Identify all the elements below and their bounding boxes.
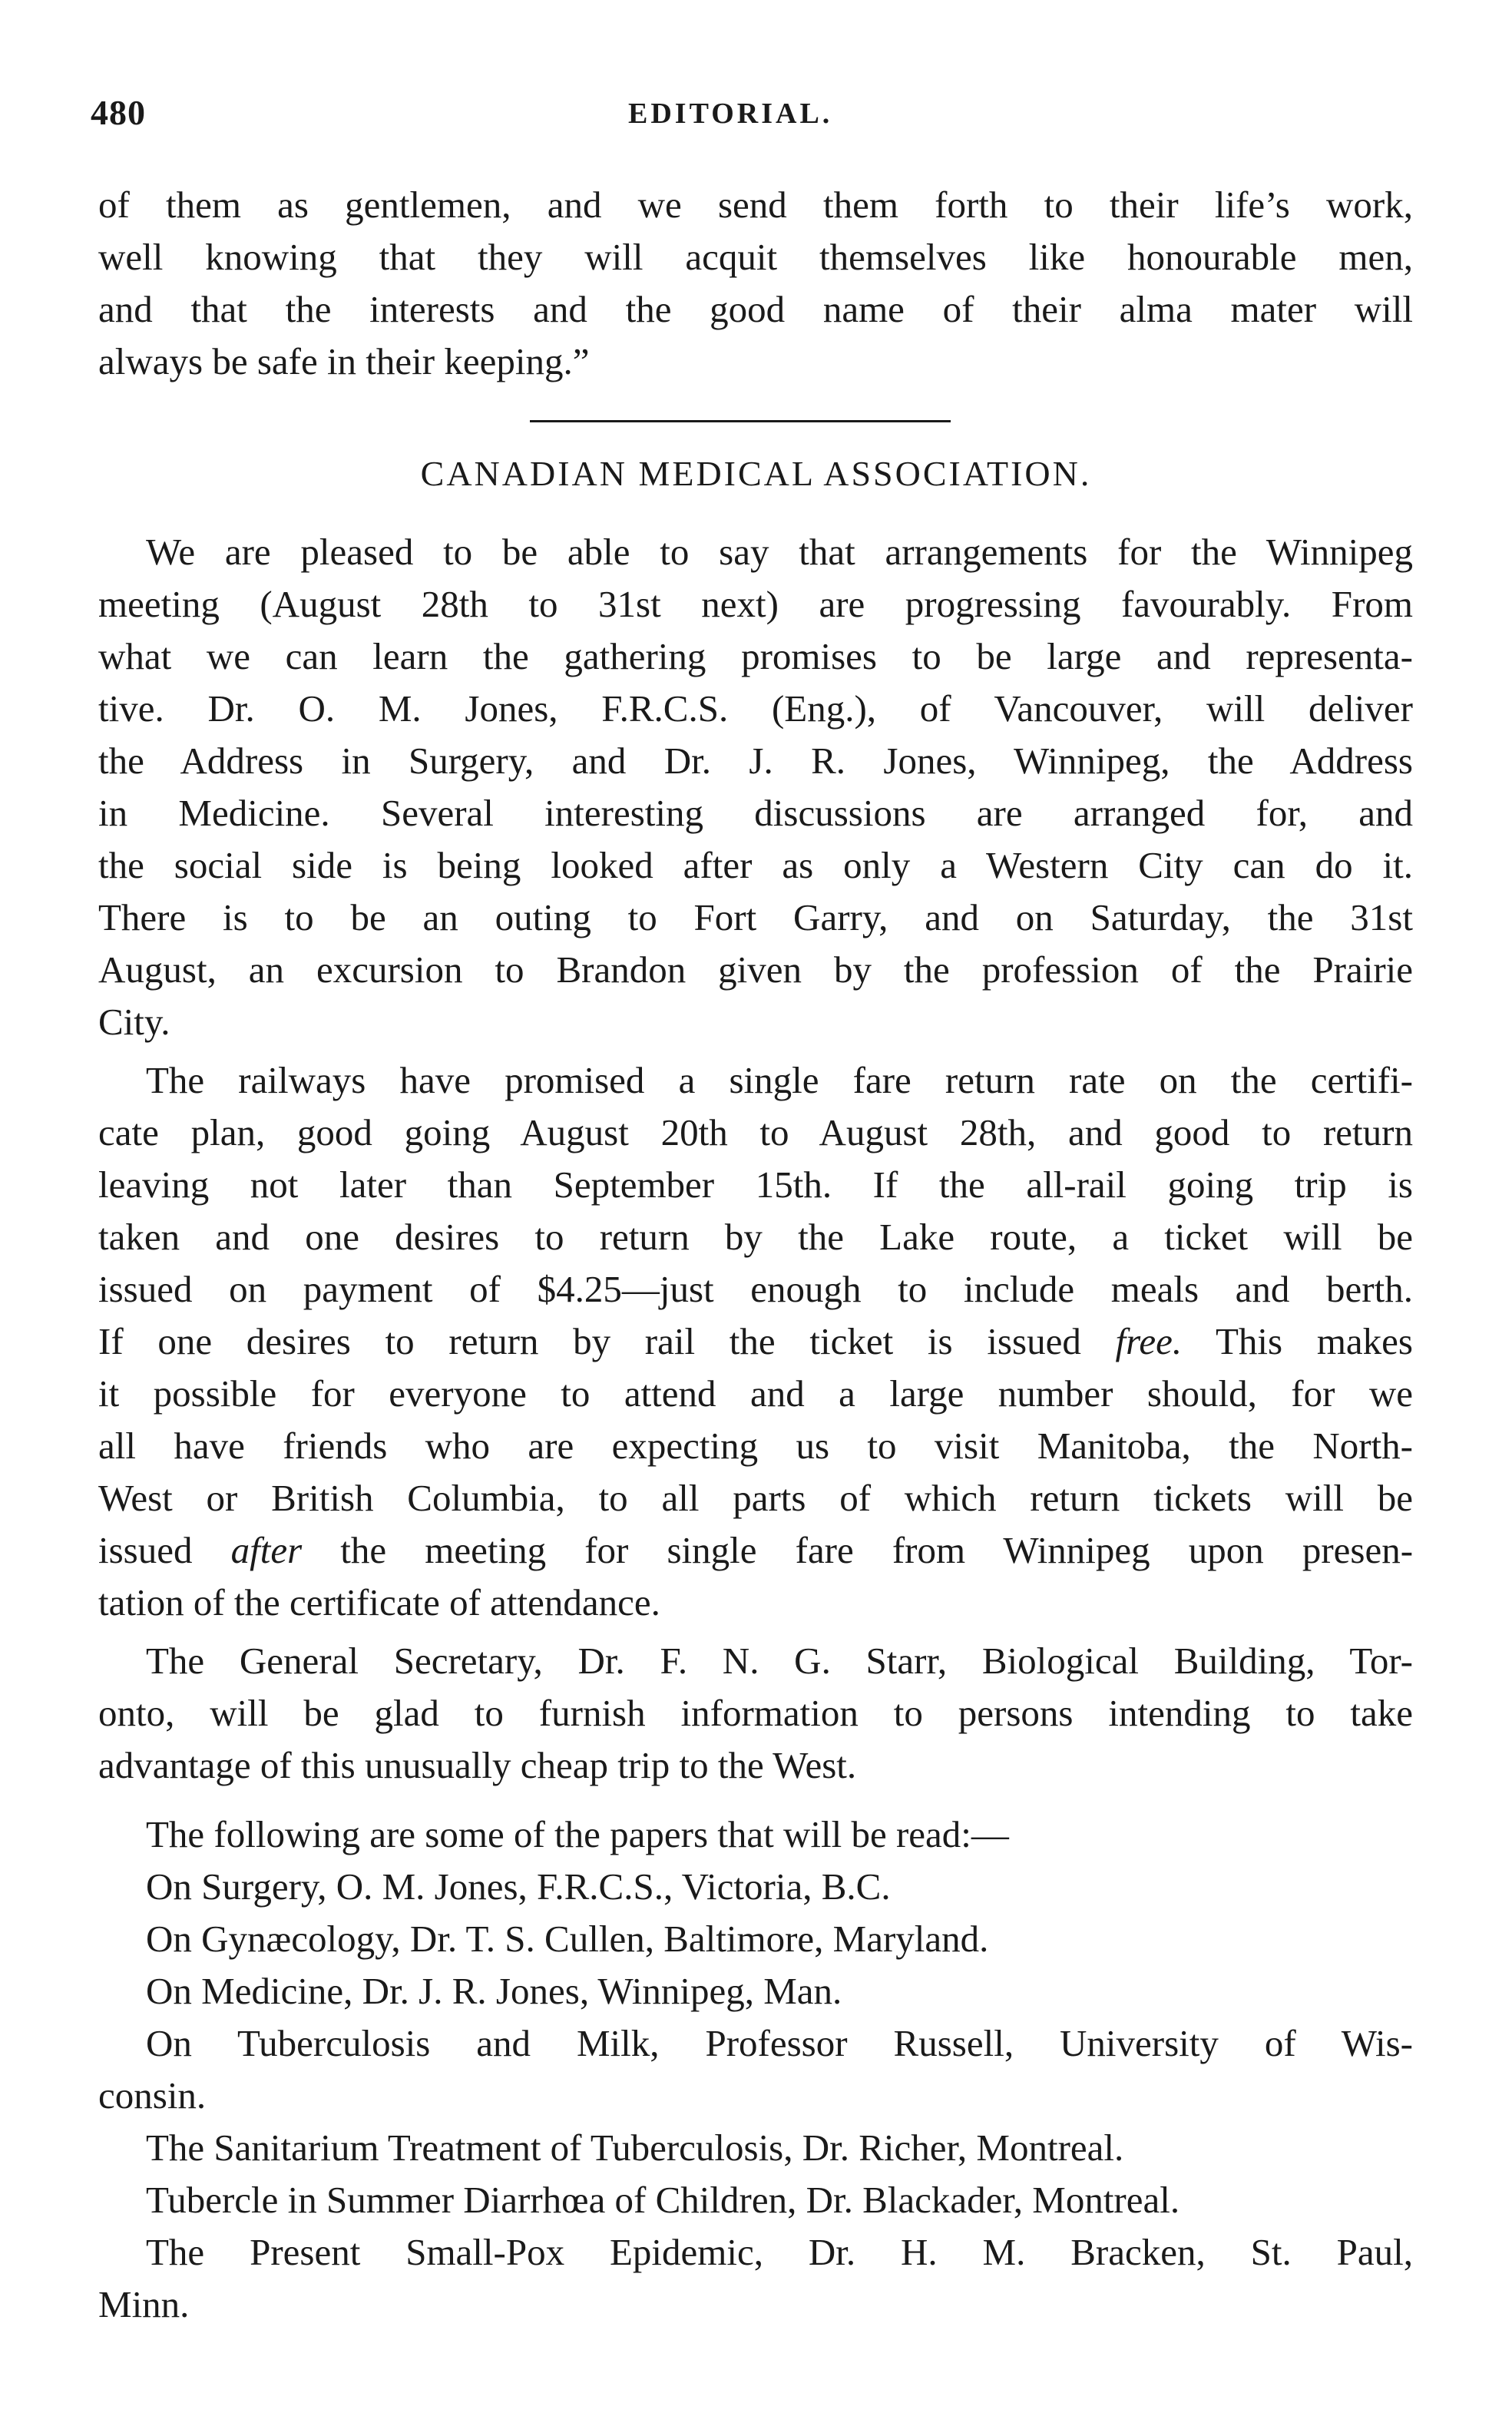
intro-line-4: always be safe in their keeping.” bbox=[98, 340, 590, 382]
p2-line-10 bbox=[98, 1528, 1413, 1573]
p2-line-10-after: after bbox=[230, 1529, 303, 1571]
paper-item: On Gynæcology, Dr. T. S. Cullen, Baltimore, Maryland. bbox=[146, 1918, 989, 1960]
p1-line-2: meeting (August 28th to 31st next) are progressing favourably. From bbox=[98, 583, 1413, 625]
p1-line-7: the social side is being looked after as only a Western City can do it. bbox=[98, 844, 1413, 886]
p2-line-8: all have friends who are expecting us to visit Manitoba, the North- bbox=[98, 1425, 1413, 1467]
p2-line-2: cate plan, good going August 20th to August 28th, and good to return bbox=[98, 1111, 1413, 1153]
paper-item: On Surgery, O. M. Jones, F.R.C.S., Victoria, B.C. bbox=[146, 1865, 891, 1908]
paper-item: The Present Small-Pox Epidemic, Dr. H. M. Bracken, St. Paul, bbox=[146, 2231, 1413, 2273]
section-divider bbox=[530, 420, 951, 422]
p1-line-1: We are pleased to be able to say that arrangements for the Winnipeg bbox=[146, 531, 1413, 573]
p2-line-10-text: issued bbox=[98, 1529, 193, 1571]
paper-item: On Medicine, Dr. J. R. Jones, Winnipeg, Man. bbox=[146, 1970, 842, 2012]
p2-line-1: The railways have promised a single fare return rate on the certifi- bbox=[146, 1059, 1413, 1101]
intro-line-1: of them as gentlemen, and we send them forth to their life’s work, bbox=[98, 184, 1413, 226]
p2-line-6-text: If one desires to return by rail the ticket is issued bbox=[98, 1320, 1081, 1362]
p2-line-3: leaving not later than September 15th. If the all-rail going trip is bbox=[98, 1163, 1413, 1206]
page-number: 480 bbox=[91, 93, 146, 132]
p1-line-3: what we can learn the gathering promises to be large and representa- bbox=[98, 635, 1413, 677]
paper-item: On Tuberculosis and Milk, Professor Russell, University of Wis- bbox=[146, 2022, 1413, 2064]
p3-line-3: advantage of this unusually cheap trip to the West. bbox=[98, 1744, 857, 1786]
p1-line-10: City. bbox=[98, 1001, 170, 1043]
section-title: CANADIAN MEDICAL ASSOCIATION. bbox=[420, 454, 1092, 493]
paper-item: Tubercle in Summer Diarrhœa of Children, Dr. Blackader, Montreal. bbox=[146, 2179, 1180, 2221]
p1-line-4: tive. Dr. O. M. Jones, F.R.C.S. (Eng.), of Vancouver, will deliver bbox=[98, 687, 1413, 730]
p1-line-5: the Address in Surgery, and Dr. J. R. Jones, Winnipeg, the Address bbox=[98, 740, 1413, 782]
p2-line-4: taken and one desires to return by the Lake route, a ticket will be bbox=[98, 1216, 1413, 1258]
p2-line-6 bbox=[98, 1319, 1413, 1364]
p1-line-9: August, an excursion to Brandon given by the profession of the Prairie bbox=[98, 948, 1413, 991]
intro-line-2: well knowing that they will acquit themselves like honourable men, bbox=[98, 236, 1413, 278]
p2-line-10-tail: the meeting for single fare from Winnipeg upon presen- bbox=[340, 1529, 1414, 1571]
p3-line-1: The General Secretary, Dr. F. N. G. Starr, Biological Building, Tor- bbox=[146, 1640, 1413, 1682]
running-head: EDITORIAL. bbox=[628, 98, 833, 130]
p2-line-6-free: free. bbox=[1115, 1320, 1183, 1362]
paper-item-continuation: consin. bbox=[98, 2074, 207, 2116]
p1-line-8: There is to be an outing to Fort Garry, and on Saturday, the 31st bbox=[98, 896, 1413, 938]
p2-line-5: issued on payment of $4.25—just enough to include meals and berth. bbox=[98, 1268, 1413, 1310]
p3-line-2: onto, will be glad to furnish information to persons intending to take bbox=[98, 1692, 1413, 1734]
paper-item: The Sanitarium Treatment of Tuberculosis, Dr. Richer, Montreal. bbox=[146, 2126, 1124, 2169]
p1-line-6: in Medicine. Several interesting discussions are arranged for, and bbox=[98, 792, 1413, 834]
paper-item-continuation: Minn. bbox=[98, 2283, 190, 2325]
intro-line-3: and that the interests and the good name of their alma mater will bbox=[98, 288, 1413, 330]
p2-line-11: tation of the certificate of attendance. bbox=[98, 1581, 660, 1623]
p2-line-7: it possible for everyone to attend and a large number should, for we bbox=[98, 1372, 1413, 1415]
page-header bbox=[91, 92, 1411, 146]
p2-line-9: West or British Columbia, to all parts of which return tickets will be bbox=[98, 1477, 1413, 1519]
papers-intro: The following are some of the papers that will be read:— bbox=[146, 1813, 1009, 1855]
p2-line-6-tail: This makes bbox=[1216, 1320, 1414, 1362]
